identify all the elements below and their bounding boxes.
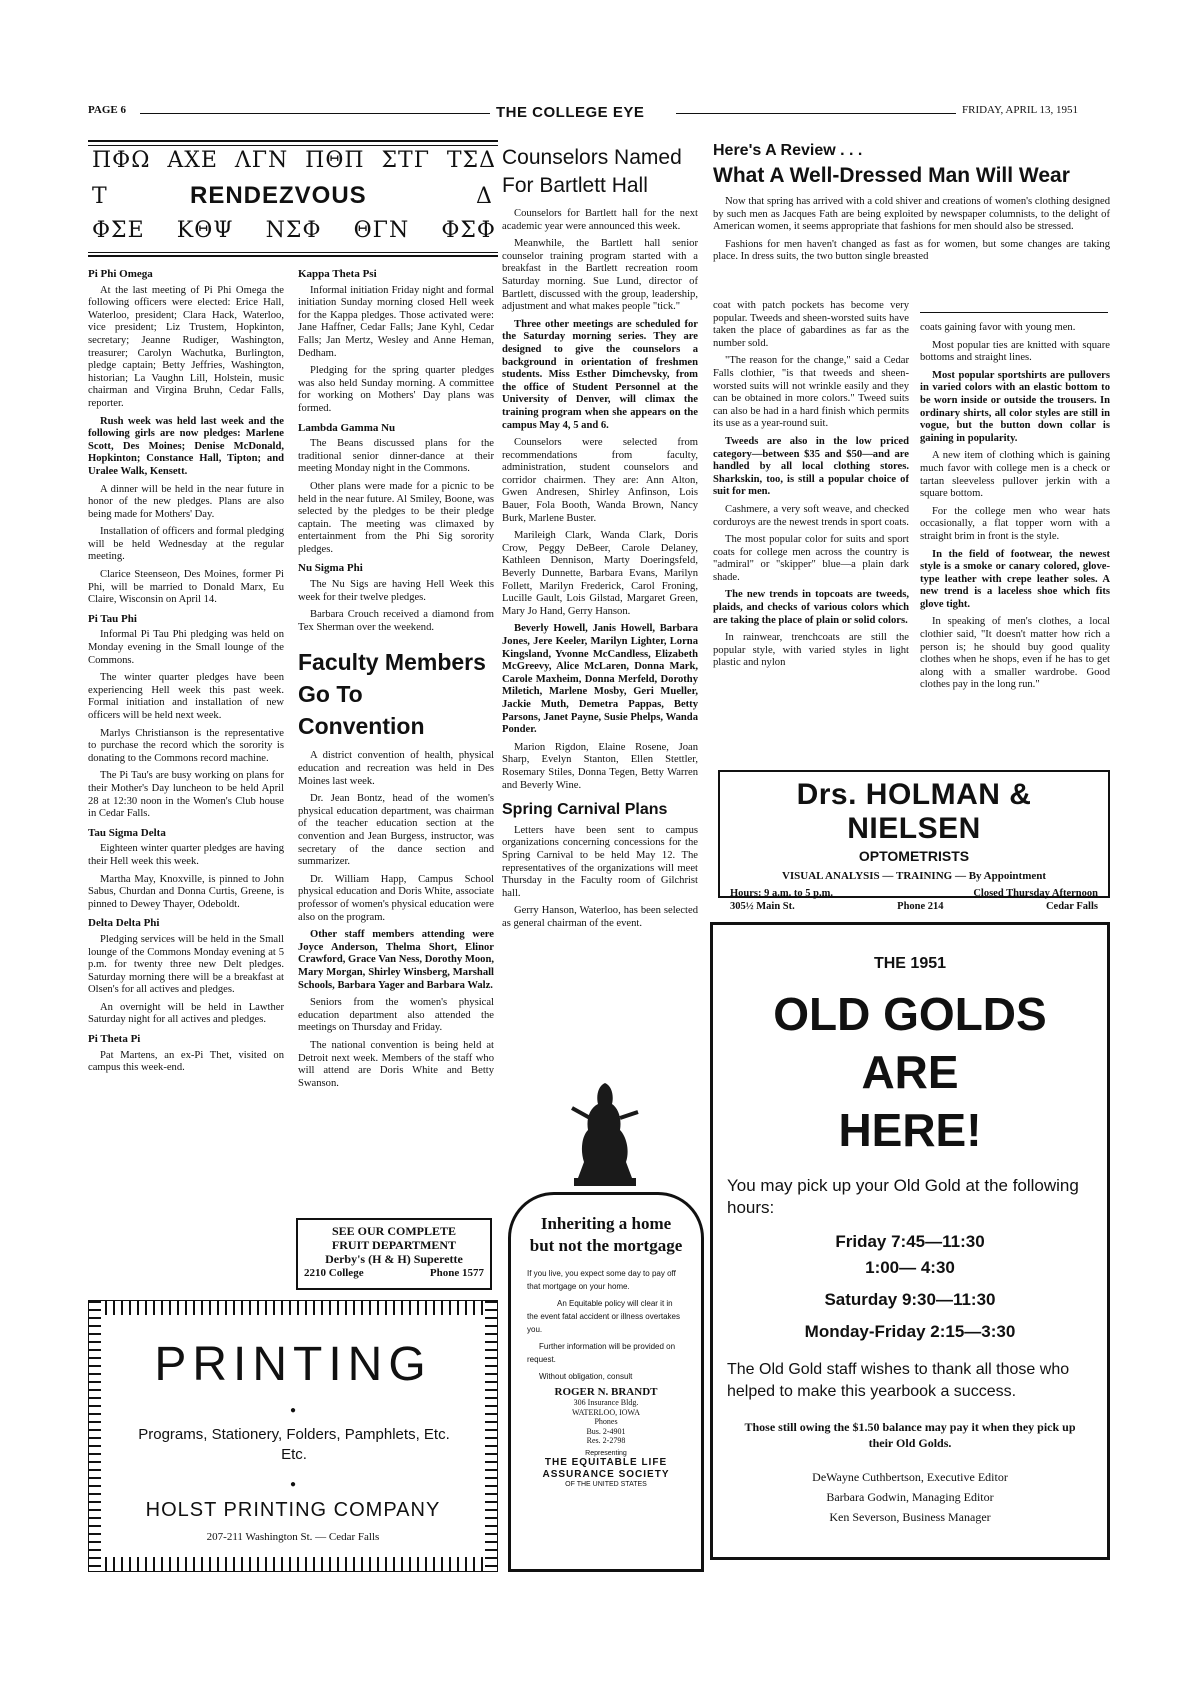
greek-letters: ΛΓΝ xyxy=(234,148,289,173)
optometrist-closed: Closed Thursday Afternoon xyxy=(973,888,1098,899)
paragraph: The most popular color for suits and sport coats for college men across the country is "admiral" or "skipper" blue—a plain dark shade. xyxy=(713,534,909,583)
greek-letters: ΑΧΕ xyxy=(167,148,218,173)
optometrist-hours: Hours: 9 a.m. to 5 p.m. xyxy=(730,888,833,899)
optometrist-address: 305½ Main St. xyxy=(730,901,795,912)
section-heading: Pi Theta Pi xyxy=(88,1033,141,1046)
greek-row-1 xyxy=(92,148,496,173)
paragraph: Tweeds are also in the low priced category—between $35 and $50—and are handled by all local clothing stores. Sharkskin, too, is still a popular choice of suit for men. xyxy=(713,435,909,498)
decorative-border-bottom xyxy=(89,1557,497,1571)
headline-line: Faculty Members xyxy=(298,649,486,676)
paragraph: Rush week was held last week and the following girls are now pledges: Marlene Scott, Des Moines; Denise McDonald, Hopkinton; Constance Hall, Tipton; and Uralee Walk, Kensett. xyxy=(88,415,284,477)
staff-line: Barbara Godwin, Managing Editor xyxy=(826,1490,994,1504)
column-1 xyxy=(88,262,284,1272)
detail-line: 306 Insurance Bldg. xyxy=(573,1398,639,1407)
optometrist-ad xyxy=(718,770,1110,912)
paragraph: Informal initiation Friday night and formal initiation Sunday morning closed Hell week for the Kappa pledges. Those activated were: Jane Haffner, Cedar Falls; Jane Kyhl, Cedar Falls; Jan Mertz, Wesley and Anne Heman, Dedham. xyxy=(298,284,494,359)
printing-address: 207-211 Washington St. — Cedar Falls xyxy=(206,1531,380,1543)
paragraph: coat with patch pockets has become very popular. Tweeds and sheen-worsted suits have taken the place of gabardines as far as the number sold. xyxy=(713,300,909,349)
paragraph: Other plans were made for a picnic to be held in the near future. Al Smiley, Boone, was selected by the pledges to be their pledge captain. The meeting was climaxed by entertainment from the Phi Sig sorority pledges. xyxy=(298,480,494,555)
detail-line: Res. 2-2798 xyxy=(586,1436,626,1445)
section-heading: Pi Phi Omega xyxy=(88,268,153,280)
paragraph: Barbara Crouch received a diamond from Tex Sherman over the weekend. xyxy=(298,609,494,633)
paragraph: Martha May, Knoxville, is pinned to John Sabus, Churdan and Donna Curtis, Greene, is pinned to Dewey Thayer, Odeboldt. xyxy=(88,873,284,910)
ad-line: Derby's (H & H) Superette xyxy=(325,1252,463,1266)
ad-phone: Phone 1577 xyxy=(429,1267,484,1279)
column-divider xyxy=(920,312,1108,313)
greek-delta: Δ xyxy=(476,184,493,209)
oldgold-balance: Those still owing the $1.50 balance may pay it when they pick up their Old Golds. xyxy=(744,1420,1076,1450)
greek-letters: ΠΦΩ xyxy=(92,148,151,173)
banner-rule-top xyxy=(88,140,498,142)
paragraph: Fashions for men haven't changed as fast as for women, but some changes are taking place. In dress suits, the two button single breasted xyxy=(713,238,1110,263)
column-3 xyxy=(502,208,698,1078)
header-rule-right xyxy=(676,113,956,114)
ad-line: FRUIT DEPARTMENT xyxy=(331,1238,457,1252)
ad-address: 2210 College xyxy=(304,1267,364,1279)
statue-illustration xyxy=(560,1078,650,1193)
headline-line: Go To Convention xyxy=(298,681,425,740)
agent-name: ROGER N. BRANDT xyxy=(554,1386,658,1398)
hours-line: Friday 7:45—11:30 xyxy=(835,1232,985,1251)
greek-letters: ΝΣΦ xyxy=(265,218,322,243)
greek-row-3 xyxy=(92,218,496,243)
paragraph: If you live, you expect some day to pay off that mortgage on your home. xyxy=(527,1269,676,1291)
staff-line: DeWayne Cuthbertson, Executive Editor xyxy=(812,1470,1008,1484)
headline-line: OLD GOLDS xyxy=(773,988,1047,1040)
oldgold-headline xyxy=(713,985,1107,1159)
paragraph: Now that spring has arrived with a cold shiver and creations of women's clothing designed by such men as Jacques Fath are being exploited by newspaper columnists, to the delight of American women, it seems appropriate that fashions for men should also be stressed. xyxy=(713,196,1110,233)
hours-line: 1:00— 4:30 xyxy=(865,1258,955,1277)
paragraph: Dr. William Happ, Campus School physical education and Doris White, associate professor of women's physical education were also on the program. xyxy=(298,873,494,923)
rendezvous-title: RENDEZVOUS xyxy=(190,182,367,209)
paragraph: Three other meetings are scheduled for the Saturday morning series. They are designed to give the counselors a background in orientation of freshmen students. Miss Esther Dimchevsky, from the office of Student Personnel at the University of Denver, will climax the training program when she appears on the campus May 4, 5 and 6. xyxy=(502,318,698,431)
oldgold-hours xyxy=(713,1229,1107,1345)
bullet-2: ● xyxy=(289,1479,297,1490)
paragraph: Most popular sportshirts are pullovers in varied colors with an elastic bottom to be worn inside or outside the trousers. In ordinary shirts, all color styles are still in vogue, but the button down collar is gaining in popularity. xyxy=(920,369,1110,444)
section-heading: Tau Sigma Delta xyxy=(88,826,166,839)
title-line: but not the mortgage xyxy=(529,1236,683,1255)
paragraph: The new trends in topcoats are tweeds, plaids, and checks of various colors which are taking the place of plain or solid colors. xyxy=(713,589,909,626)
paragraph: An overnight will be held in Lawther Saturday night for all actives and pledges. xyxy=(88,1001,284,1026)
greek-letters: ΘΓΝ xyxy=(353,218,410,243)
title-line: Inheriting a home xyxy=(540,1214,672,1233)
insurance-ad xyxy=(508,1192,704,1572)
optometrist-phone: Phone 214 xyxy=(897,901,944,912)
paragraph: Marion Rigdon, Elaine Rosene, Joan Sharp, Evelyn Stanton, Ellen Stettler, Rosemary Stiles, Donna Tegen, Betty Warren and Beverly Wine. xyxy=(502,741,698,791)
paragraph: Pledging services will be held in the Small lounge of the Commons Monday evening at 5 p.m. for twenty three new Delt pledges. Saturday morning there will be a breakfast at Olsen's for all actives and pledges. xyxy=(88,933,284,996)
company-line: ASSURANCE SOCIETY xyxy=(542,1468,670,1480)
paragraph: Informal Pi Tau Phi pledging was held on Monday evening in the Small lounge of the Commons. xyxy=(88,629,284,666)
old-gold-ad xyxy=(710,922,1110,1560)
section-heading: Lambda Gamma Nu xyxy=(298,421,396,434)
paper-name: THE COLLEGE EYE xyxy=(496,104,645,121)
paragraph: Gerry Hanson, Waterloo, has been selected as general chairman of the event. xyxy=(502,905,698,929)
paragraph: Most popular ties are knitted with square bottoms and straight lines. xyxy=(920,339,1110,364)
banner-rule-bottom2 xyxy=(88,255,498,257)
optometrist-city: Cedar Falls xyxy=(1045,901,1098,912)
detail-line: Bus. 2-4901 xyxy=(586,1426,626,1436)
headline-line: ARE xyxy=(861,1046,959,1098)
insurance-title xyxy=(521,1213,691,1257)
paragraph: For the college men who wear hats occasionally, a flat topper worn with a straight brim in front is the style. xyxy=(920,505,1110,542)
ad-line: SEE OUR COMPLETE xyxy=(331,1224,457,1238)
section-heading: Nu Sigma Phi xyxy=(298,562,363,575)
hours-line: Monday-Friday 2:15—3:30 xyxy=(804,1322,1016,1341)
paragraph: In the field of footwear, the newest style is a smoke or canary colored, glove-type leather with crepe leather soles. A new trend is a laceless shoe which fits glove tight. xyxy=(920,548,1110,610)
printing-company: HOLST PRINTING COMPANY xyxy=(145,1499,441,1521)
greek-letters: ΚΘΨ xyxy=(176,218,234,243)
greek-letters: ΦΣΦ xyxy=(441,218,496,243)
paragraph: The Pi Tau's are busy working on plans for their Mother's Day luncheon to be held April 28 at 12:30 noon in the Women's Club house in Cedar Falls. xyxy=(88,770,284,820)
paragraph: Installation of officers and formal pledging will be held Wednesday at the regular meeting. xyxy=(88,526,284,563)
headline-line: Counselors Named xyxy=(502,146,682,169)
review-kicker: Here's A Review . . . xyxy=(713,142,863,159)
paragraph: A district convention of health, physical education and recreation was held in Des Moines last week. xyxy=(298,750,494,787)
paragraph: Marileigh Clark, Wanda Clark, Doris Crow, Peggy DeBeer, Carole Delaney, Kathleen Dennison, Marty Doeringsfeld, Beverly Dunnette, Barbara Evans, Marilyn Follett, Marilyn Frederick, Carol Froning, Lucille Gault, Lois Gilstad, Margaret Green, Mary Jo Hand, Gerry Hanson. xyxy=(502,530,698,617)
fruit-department-ad xyxy=(296,1218,492,1290)
paragraph: At the last meeting of Pi Phi Omega the following officers were elected: Erice Hall, Waterloo, president; Clara Hack, Waterloo, vice president; Liz Trustem, Hopkinton, secretary; Jeanne Rudiger, Washington, treasurer; Carolyn Wachutka, Burlington, pledge captain; Betty Jeffries, Washington, historian; La Vaughn Lill, Holstein, music chairman and Virgina Bruhn, Cedar Falls, reporter. xyxy=(88,284,284,409)
paragraph: Counselors for Bartlett hall for the next academic year were announced this week. xyxy=(502,208,698,232)
paragraph: Dr. Jean Bontz, head of the women's physical education department, was chairman of the teacher education section at the convention and Jean Burgess, instructor, was secretary of the dance section and summarizer. xyxy=(298,793,494,868)
paragraph: Beverly Howell, Janis Howell, Barbara Jones, Jere Keeler, Marilyn Lighter, Lorna Kingsland, Yvonne McCandless, Elizabeth McGreevy, Alice McLaren, Donna Mark, Carole Maxheim, Donna Merfeld, Dorothy Miletich, Marlene Mosby, Geri Mueller, Jackie Muth, Demetra Pappas, Betty Parsons, Janet Payne, Susie Phelps, Wanda Ponder. xyxy=(502,623,698,736)
paragraph: Without obligation, consult xyxy=(539,1372,633,1381)
greek-letters: ΦΣΕ xyxy=(92,218,145,243)
oldgold-intro: You may pick up your Old Gold at the following hours: xyxy=(727,1176,1079,1217)
paragraph: A new item of clothing which is gaining much favor with college men is a check or tartan sleeveless pullover jerkin with a square bottom. xyxy=(920,450,1110,500)
issue-date: FRIDAY, APRIL 13, 1951 xyxy=(962,104,1079,116)
banner-rule-bottom xyxy=(88,252,498,253)
counselors-headline xyxy=(502,144,708,200)
review-column-a xyxy=(713,300,909,760)
headline-line: For Bartlett Hall xyxy=(502,174,648,197)
paragraph: Eighteen winter quarter pledges are having their Hell week this week. xyxy=(88,843,284,867)
hours-line: Saturday 9:30—11:30 xyxy=(824,1290,996,1309)
agent-details xyxy=(521,1398,691,1446)
staff-line: Ken Severson, Business Manager xyxy=(829,1510,991,1524)
greek-letters: ΤΣΔ xyxy=(446,148,496,173)
paragraph: Further information will be provided on request. xyxy=(527,1342,676,1364)
company-name xyxy=(521,1457,691,1481)
paragraph: In speaking of men's clothes, a local clothier said, "It doesn't matter how rich a person is; he should buy good quality clothes when he shops, even if he has to get along with a smaller wardrobe. Good clothes pay in the long run." xyxy=(920,616,1110,691)
review-intro xyxy=(713,196,1110,269)
optometrist-row-2 xyxy=(730,901,1098,912)
printing-ad xyxy=(88,1300,498,1572)
company-subline: OF THE UNITED STATES xyxy=(565,1480,647,1488)
paragraph: A dinner will be held in the near future in honor of the new pledges. Plans are also being made for Mothers' Day. xyxy=(88,483,284,520)
review-column-b xyxy=(920,322,1110,760)
detail-line: WATERLOO, IOWA xyxy=(572,1407,640,1417)
ad-contact xyxy=(298,1266,490,1280)
header-rule-left xyxy=(140,113,490,114)
printing-services: Programs, Stationery, Folders, Pamphlets, Etc. Etc. xyxy=(138,1426,450,1463)
optometrist-profession: OPTOMETRISTS xyxy=(858,848,970,864)
paragraph: Letters have been sent to campus organizations concerning concessions for the Spring Carnival to be held May 12. The representatives of the organizations will meet Thursday in the Faculty room of Gilchrist hall. xyxy=(502,824,698,899)
section-heading: Delta Delta Phi xyxy=(88,917,160,930)
decorative-border-top xyxy=(89,1301,497,1315)
greek-t: Τ xyxy=(92,184,108,209)
page-number: PAGE 6 xyxy=(88,104,126,116)
oldgold-kicker: THE 1951 xyxy=(873,955,947,972)
oldgold-thanks: The Old Gold staff wishes to thank all those who helped to make this yearbook a success. xyxy=(727,1361,1070,1400)
paragraph: "The reason for the change," said a Cedar Falls clothier, "is that tweeds and sheen-worsted suits will not wrinkle easily and they can be obtained in more colors." Tweed suits can also be had in a hard finish which permits its use as a year-round suit. xyxy=(713,355,909,430)
section-heading: Pi Tau Phi xyxy=(88,612,137,625)
column-2 xyxy=(298,262,494,1202)
bullet-1: ● xyxy=(289,1405,297,1416)
paragraph: Meanwhile, the Bartlett hall senior counselor training program started with a breakfast in the Bartlett recreation room Saturday morning. Sue Lund, director of Bartlett, discussed with the group, leadership, adjustment and what makes people "tick." xyxy=(502,238,698,313)
representing-label: Representing xyxy=(585,1449,627,1457)
optometrist-services: VISUAL ANALYSIS — TRAINING — By Appointment xyxy=(781,870,1047,882)
company-line: THE EQUITABLE LIFE xyxy=(544,1456,668,1468)
banner-rule-top2 xyxy=(88,145,498,146)
oldgold-staff xyxy=(713,1467,1107,1527)
paragraph: Marlys Christianson is the representative to purchase the record which the sorority is donating to the Commons record machine. xyxy=(88,727,284,764)
paragraph: The winter quarter pledges have been experiencing Hell week this past week. Formal initiation and installation of new officers will be held next week. xyxy=(88,672,284,721)
headline-line: HERE! xyxy=(838,1104,982,1156)
printing-title: PRINTING xyxy=(154,1338,432,1391)
carnival-headline: Spring Carnival Plans xyxy=(502,801,668,819)
paragraph: The national convention is being held at Detroit next week. Members of the staff who will attend are Doris White and Betty Swanson. xyxy=(298,1039,494,1089)
greek-letters: ΠΘΠ xyxy=(305,148,365,173)
insurance-body xyxy=(521,1267,691,1383)
section-heading: Kappa Theta Psi xyxy=(298,268,377,280)
paragraph: In rainwear, trenchcoats are still the popular style, with varied styles in light plastic and nylon xyxy=(713,632,909,669)
paragraph: Cashmere, a very soft weave, and checked corduroys are the newest trends in sport coats. xyxy=(713,503,909,528)
paragraph: Other staff members attending were Joyce Anderson, Thelma Short, Elinor Crawford, Grace Van Ness, Dorothy Moon, Mary Morgan, Shirley Winsberg, Marshall Schools, Barbara Yager and Barbara Walz. xyxy=(298,929,494,991)
optometrist-row-1 xyxy=(730,888,1098,899)
optometrist-name: Drs. HOLMAN & NIELSEN xyxy=(796,778,1032,845)
paragraph: Seniors from the women's physical education department also attended the meetings on Thursday and Friday. xyxy=(298,997,494,1034)
paragraph: An Equitable policy will clear it in the event fatal accident or illness overtakes you. xyxy=(527,1299,680,1334)
review-headline: What A Well-Dressed Man Will Wear xyxy=(713,164,1070,187)
detail-line: Phones xyxy=(594,1417,618,1426)
paragraph: Pledging for the spring quarter pledges was also held Sunday morning. A committee for working on Mothers' Day plans was formed. xyxy=(298,365,494,414)
faculty-headline xyxy=(298,646,494,742)
paragraph: Pat Martens, an ex-Pi Thet, visited on campus this week-end. xyxy=(88,1049,284,1074)
paragraph: coats gaining favor with young men. xyxy=(920,322,1076,333)
greek-letters: ΣΤΓ xyxy=(381,148,430,173)
paragraph: The Nu Sigs are having Hell Week this week for their twelve pledges. xyxy=(298,579,494,603)
paragraph: Counselors were selected from recommendations from faculty, administration, student counselors and corridor chairmen. They are: Ann Alton, Gwen Andresen, Shirley Anfinson, Lois Bauer, Fola Booth, Wanda Brown, Nancy Burk, Marlene Buster. xyxy=(502,437,698,524)
paragraph: The Beans discussed plans for the traditional senior dinner-dance at their meeting Monday night in the Commons. xyxy=(298,438,494,475)
paragraph: Clarice Steenseon, Des Moines, former Pi Phi, will be married to Donald Marx, Eu Claire, Wisconsin on April 14. xyxy=(88,569,284,606)
